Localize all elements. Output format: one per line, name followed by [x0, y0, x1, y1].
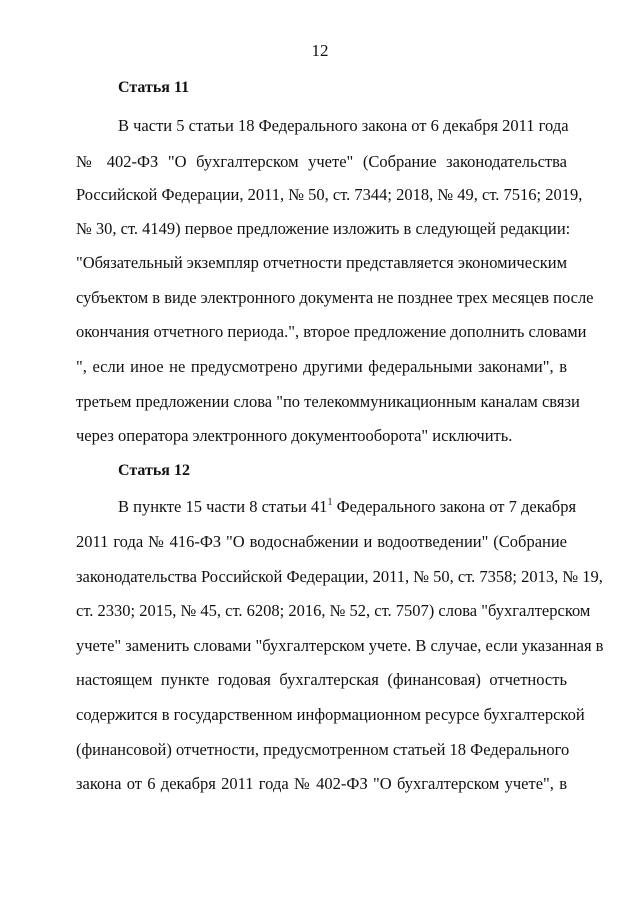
article-11-line: "Обязательный экземпляр отчетности представляется экономическим — [76, 253, 568, 272]
article-12-line: настоящем пункте годовая бухгалтерская (финансовая) отчетность — [76, 670, 567, 689]
article-12-first-line-start: В пункте 15 части 8 статьи 41 — [118, 497, 328, 516]
article-12-line: (финансовой) отчетности, предусмотренном статьей 18 Федерального — [76, 740, 570, 759]
article-11-line: Российской Федерации, 2011, № 50, ст. 7344; 2018, № 49, ст. 7516; 2019, — [76, 185, 583, 204]
article-12-line: учете" заменить словами "бухгалтерском учете. В случае, если указанная в — [76, 636, 604, 655]
page-number: 12 — [311, 41, 329, 60]
article-11-line: В части 5 статьи 18 Федерального закона от 6 декабря 2011 года — [118, 116, 569, 135]
article-12-line: содержится в государственном информационном ресурсе бухгалтерской — [76, 705, 585, 724]
article-12-first-line-end: Федерального закона от 7 декабря — [332, 497, 577, 516]
article-11-line: окончания отчетного периода.", второе предложение дополнить словами — [76, 322, 587, 341]
article-12-line: законодательства Российской Федерации, 2011, № 50, ст. 7358; 2013, № 19, — [76, 567, 603, 586]
article-12-line: 2011 года № 416-ФЗ "О водоснабжении и водоотведении" (Собрание — [76, 532, 567, 551]
article-12-line: ст. 2330; 2015, № 45, ст. 6208; 2016, № 52, ст. 7507) слова "бухгалтерском — [76, 601, 591, 620]
article-12-line: закона от 6 декабря 2011 года № 402-ФЗ "О бухгалтерском учете", в — [76, 774, 567, 793]
article-11-line: ", если иное не предусмотрено другими федеральными законами", в — [76, 357, 567, 376]
article-12-first-line — [118, 496, 577, 517]
article-11-line: № 402-ФЗ "О бухгалтерском учете" (Собрание законодательства — [76, 152, 567, 171]
article-11-line: через оператора электронного документооборота" исключить. — [76, 426, 513, 445]
article-11-line: третьем предложении слова "по телекоммуникационным каналам связи — [76, 392, 580, 411]
article-11-heading: Статья 11 — [118, 79, 190, 96]
article-11-line: № 30, ст. 4149) первое предложение изложить в следующей редакции: — [76, 219, 571, 238]
article-11-line: субъектом в виде электронного документа не позднее трех месяцев после — [76, 288, 594, 307]
superscript-marker: 1 — [327, 496, 333, 508]
article-12-heading: Статья 12 — [118, 462, 190, 479]
